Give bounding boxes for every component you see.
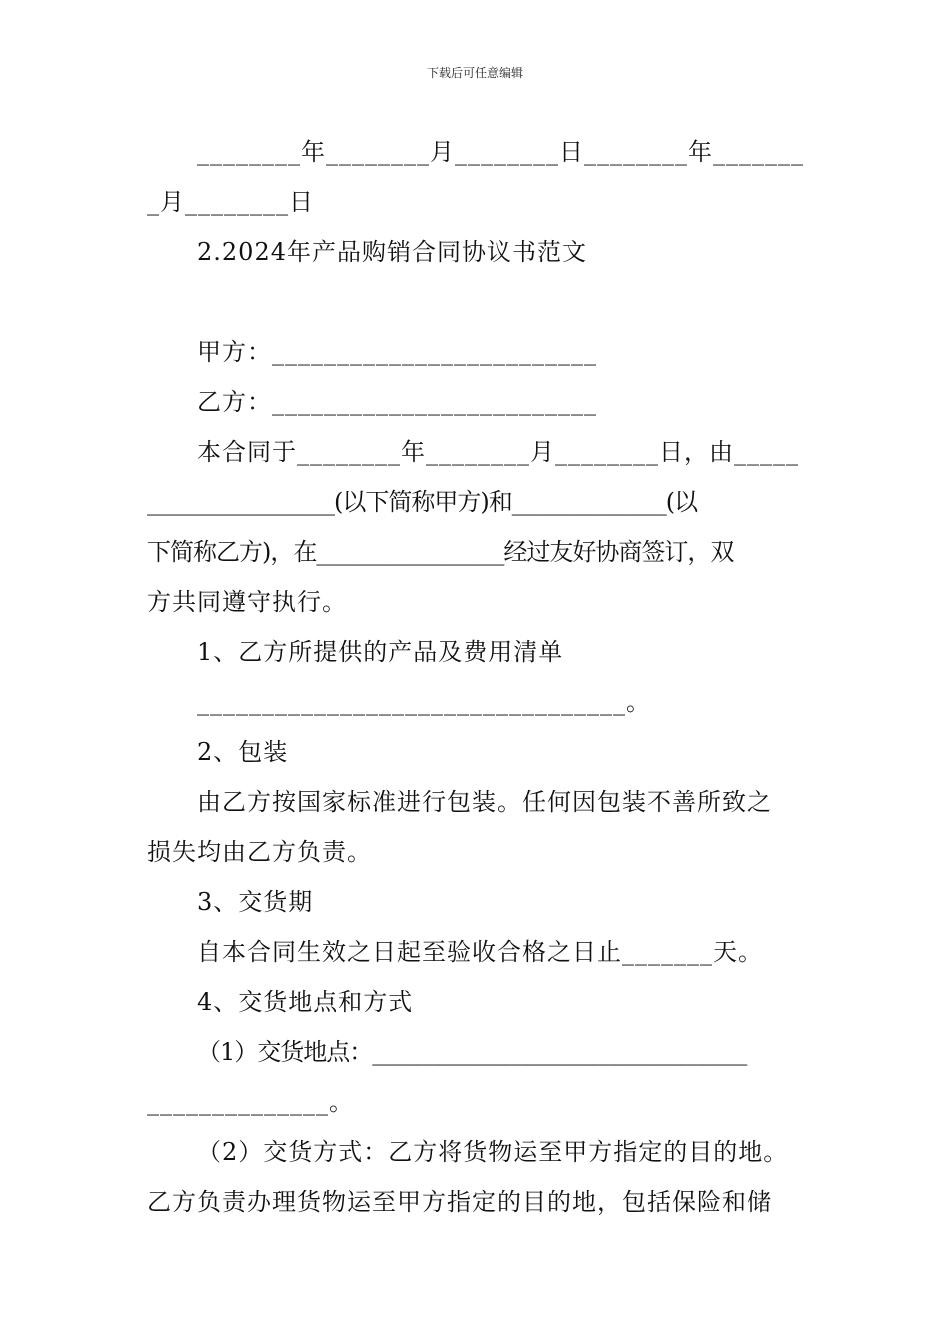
section-3-text: 自本合同生效之日起至验收合格之日止_______天。 — [197, 938, 763, 966]
section-2-heading: 2、包装 — [197, 738, 289, 766]
date-line-1: ________年________月________日________年_______ — [197, 138, 804, 166]
delivery-method-line-2: 乙方负责办理货物运至甲方指定的目的地，包括保险和储 — [147, 1188, 772, 1216]
section-2-text-line-1: 由乙方按国家标准进行包装。任何因包装不善所致之 — [197, 788, 772, 816]
document-body — [147, 127, 807, 1227]
section-4-heading: 4、交货地点和方式 — [197, 988, 414, 1016]
contract-intro-line-2: _________________(以下简称甲方)和______________(以 — [147, 488, 698, 516]
section-1-heading: 1、乙方所提供的产品及费用清单 — [197, 638, 564, 666]
section-3-heading: 3、交货期 — [197, 888, 314, 916]
party-a-line: 甲方：_________________________ — [197, 338, 597, 366]
section-2-text-line-2: 损失均由乙方负责。 — [147, 838, 372, 866]
contract-intro-line-1: 本合同于________年________月________日，由_____ — [197, 438, 799, 466]
contract-intro-line-4: 方共同遵守执行。 — [147, 588, 347, 616]
blank-gap — [147, 277, 807, 327]
date-line-2: _月________日 — [147, 188, 314, 216]
document-title: 2.2024年产品购销合同协议书范文 — [197, 238, 587, 266]
section-1-blank: _________________________________。 — [197, 688, 651, 716]
delivery-place-line-2: ______________。 — [147, 1088, 354, 1116]
contract-intro-line-3: 下简称乙方)，在_________________经过友好协商签订，双 — [147, 538, 734, 566]
page-header: 下载后可任意编辑 — [426, 66, 523, 80]
party-b-line: 乙方：_________________________ — [197, 388, 597, 416]
delivery-place-line-1: （1）交货地点：__________________________________ — [197, 1038, 747, 1066]
delivery-method-line-1: （2）交货方式：乙方将货物运至甲方指定的目的地。 — [197, 1138, 789, 1166]
